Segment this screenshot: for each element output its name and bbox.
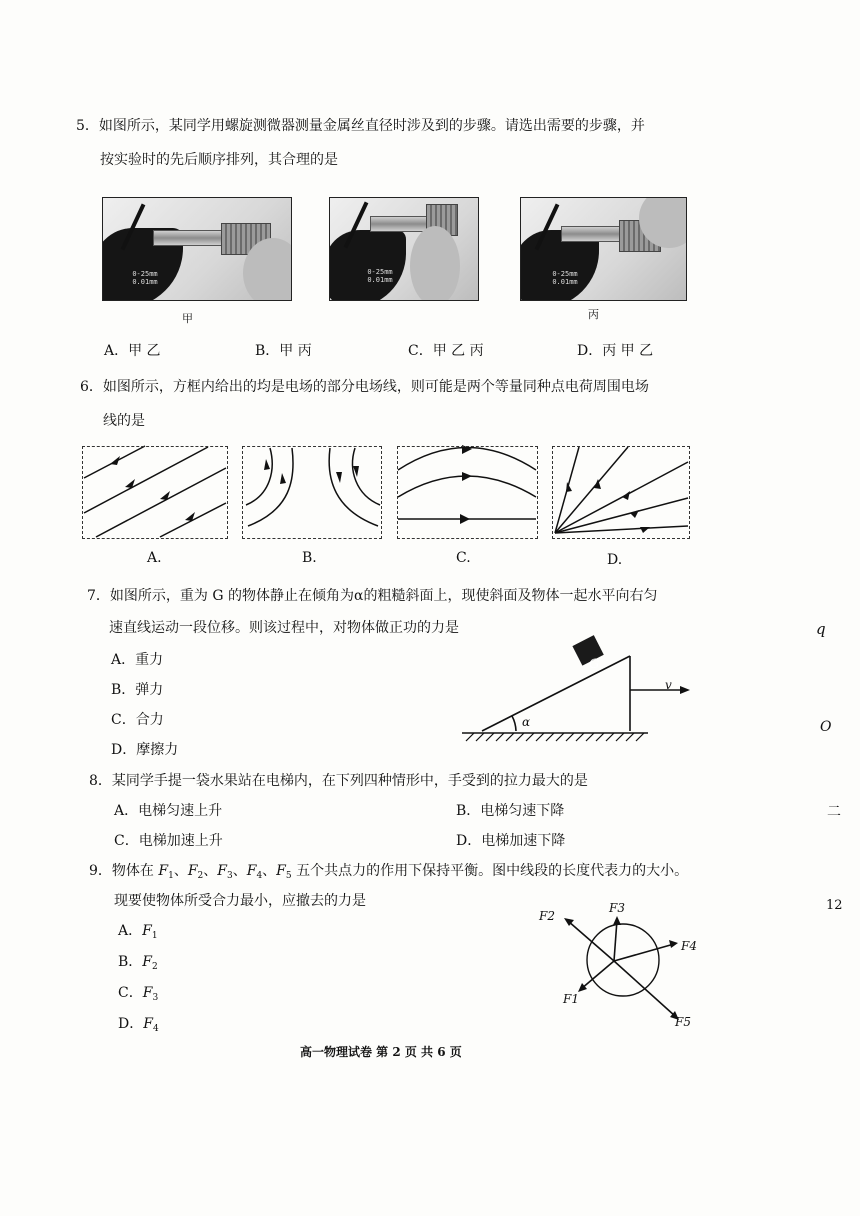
velocity-label: v bbox=[665, 678, 672, 692]
photo-label-bing: 丙 bbox=[588, 308, 599, 321]
margin-char: 12 bbox=[826, 898, 843, 913]
force-label-f3: F3 bbox=[609, 901, 625, 915]
q7-option-a[interactable]: A．重力 bbox=[111, 652, 164, 668]
page-footer: 高一物理试卷 第 2 页 共 6 页 bbox=[300, 1045, 462, 1059]
q7-option-c[interactable]: C．合力 bbox=[111, 712, 164, 728]
force-label-f5: F5 bbox=[675, 1015, 691, 1029]
micrometer-tag: 0-25mm 0.01mm bbox=[132, 270, 158, 286]
field-label-b[interactable]: B. bbox=[302, 550, 317, 566]
force-label-f4: F4 bbox=[681, 939, 697, 953]
q8-option-b[interactable]: B．电梯匀速下降 bbox=[456, 803, 565, 819]
q5-stem-line1: 5．如图所示，某同学用螺旋测微器测量金属丝直径时涉及到的步骤。请选出需要的步骤，并 bbox=[76, 118, 645, 134]
q9-option-b[interactable]: B．$F_2$ bbox=[118, 954, 158, 972]
photo-label-jia: 甲 bbox=[182, 312, 193, 325]
field-label-c[interactable]: C. bbox=[456, 550, 471, 566]
force-label-f2: F2 bbox=[539, 909, 555, 923]
q7-stem-line2: 速直线运动一段位移。则该过程中，对物体做正功的力是 bbox=[109, 620, 459, 636]
field-label-a[interactable]: A. bbox=[147, 550, 162, 566]
micrometer-tag: 0-25mm 0.01mm bbox=[552, 270, 578, 286]
q5-stem-line2: 按实验时的先后顺序排列，其合理的是 bbox=[100, 152, 338, 168]
q5-option-d[interactable]: D．丙 甲 乙 bbox=[577, 343, 654, 359]
q7-option-b[interactable]: B．弹力 bbox=[111, 682, 164, 698]
margin-char: O bbox=[820, 719, 832, 735]
q9-option-a[interactable]: A．$F_1$ bbox=[118, 923, 158, 941]
q8-option-a[interactable]: A．电梯匀速上升 bbox=[114, 803, 223, 819]
field-label-d[interactable]: D. bbox=[607, 552, 623, 568]
q8-option-c[interactable]: C．电梯加速上升 bbox=[114, 833, 223, 849]
q7-option-d[interactable]: D．摩擦力 bbox=[111, 742, 179, 758]
q9-option-d[interactable]: D．$F_4$ bbox=[118, 1016, 159, 1034]
q9-stem-line1: 9．物体在 $F_1$、$F_2$、$F_3$、$F_4$、$F_5$ 五个共点力的作用下保持平衡。图中线段的长度代表力的大小。 bbox=[89, 863, 689, 881]
q6-stem-line2: 线的是 bbox=[103, 413, 145, 429]
q8-stem: 8．某同学手提一袋水果站在电梯内，在下列四种情形中，手受到的拉力最大的是 bbox=[89, 773, 588, 789]
margin-char: q bbox=[816, 620, 826, 638]
q5-option-b[interactable]: B．甲 丙 bbox=[255, 343, 312, 359]
q5-option-a[interactable]: A．甲 乙 bbox=[104, 343, 161, 359]
q6-stem-line1: 6．如图所示，方框内给出的均是电场的部分电场线，则可能是两个等量同种点电荷周围电场 bbox=[80, 379, 649, 395]
micrometer-tag: 0-25mm 0.01mm bbox=[367, 268, 393, 284]
q9-stem-line2: 现要使物体所受合力最小，应撤去的力是 bbox=[114, 893, 366, 909]
force-label-f1: F1 bbox=[563, 992, 579, 1006]
angle-label: α bbox=[522, 715, 531, 729]
q8-option-d[interactable]: D．电梯加速下降 bbox=[456, 833, 566, 849]
block-label: G bbox=[589, 657, 600, 672]
q9-option-c[interactable]: C．$F_3$ bbox=[118, 985, 159, 1003]
q5-option-c[interactable]: C．甲 乙 丙 bbox=[408, 343, 484, 359]
margin-char: 二 bbox=[827, 804, 841, 820]
q7-stem-line1: 7．如图所示，重为 G 的物体静止在倾角为α的粗糙斜面上，现使斜面及物体一起水平向右匀 bbox=[87, 588, 658, 604]
